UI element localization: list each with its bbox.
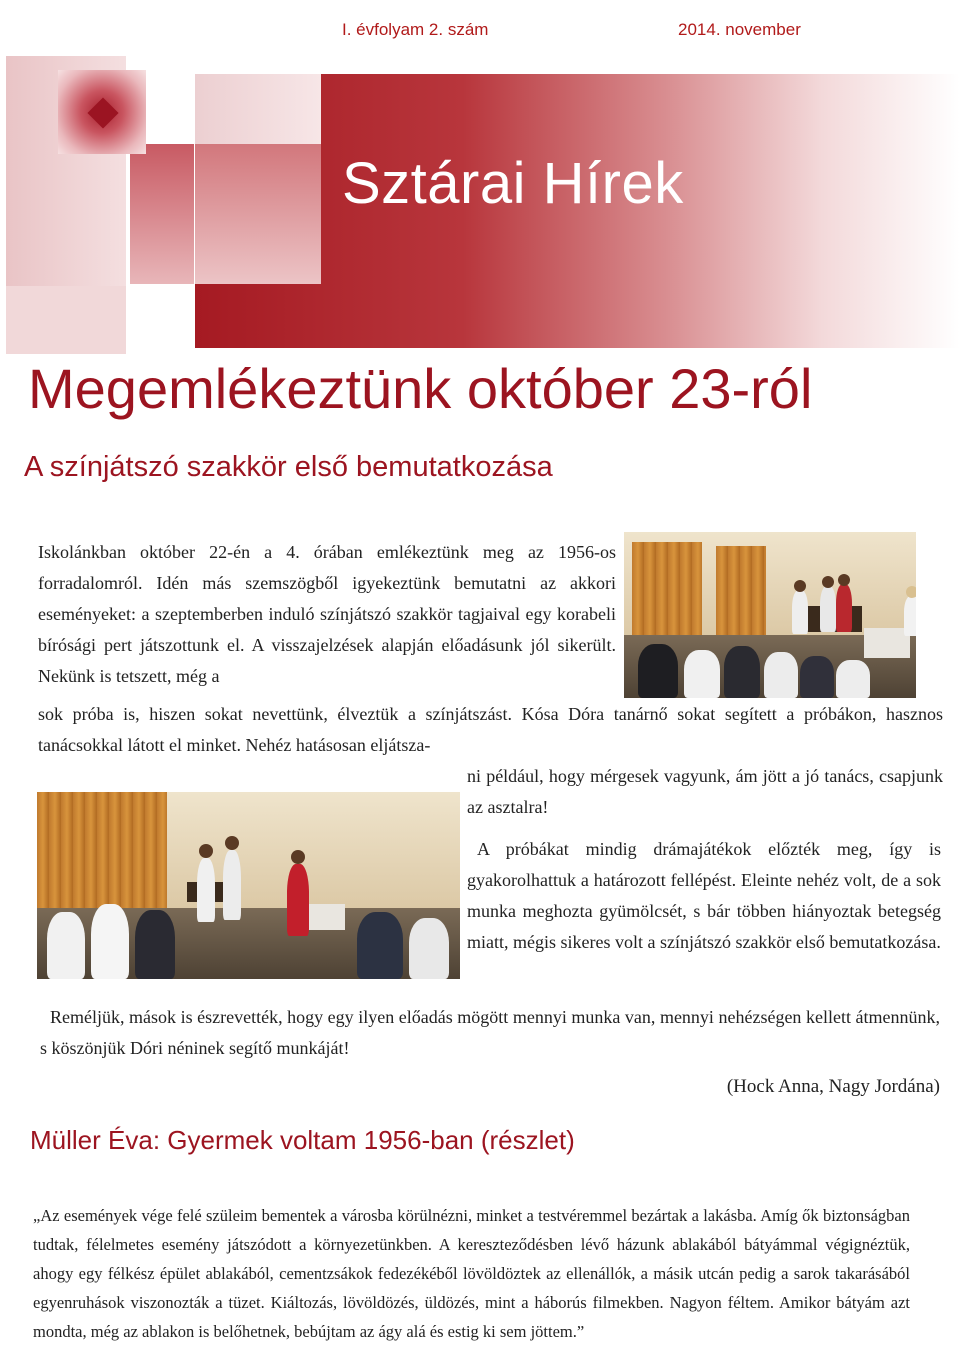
performance-photo-1 (624, 532, 916, 698)
decor-diamond-icon (58, 70, 146, 154)
article-heading: Megemlékeztünk október 23-ról (28, 357, 813, 420)
excerpt-heading: Müller Éva: Gyermek voltam 1956-ban (részlet) (30, 1125, 575, 1155)
decor-square-banner (195, 144, 321, 284)
article-authors: (Hock Anna, Nagy Jordána) (726, 1076, 940, 1097)
article-paragraph-1-end: ni például, hogy mérgesek vagyunk, ám jött a jó tanács, csapjunk az asztalra! (467, 766, 943, 817)
excerpt-text: „Az események vége felé szüleim bementek a városba körülnézni, minket a testvéremmel bezártak a lakásba. Amíg ők biztonságban tudtak, félelmetes esemény játszódott a környezetünkben. A kereszteződésben lévő házunk ablakából bátyámmal végignéztük, ahogy egy félkész épület ablakából, cementzsákok fedezékéből lövöldöztek az ellenállók, a másik utcán pedig a sarok takarásából egyenruhások viszonozták a tüzet. Kiáltozás, lövöldözés, üldözés, mint a háborús filmekben. Nagyon féltem. Amikor bátyám azt mondta, még az ablakon is belőhetnek, bebújtam az ágy alá és estig ki sem jöttem.” (33, 1205, 910, 1341)
article-paragraph-2: A próbákat mindig drámajátékok előzték meg, így is gyakorolhattuk a határozott fellépést. Eleinte nehéz volt, de a sok munka meghozta gyümölcsét, s bár többen hiányoztak betegség miatt, mégis sikeres volt a színjátszó szakkör első bemutatkozása. (467, 839, 941, 952)
issue-date: 2014. november (678, 20, 801, 39)
decor-square-top (195, 74, 321, 144)
newsletter-title: Sztárai Hírek (342, 151, 684, 216)
decor-square-mid (130, 144, 194, 284)
issue-number: I. évfolyam 2. szám (342, 20, 489, 39)
decor-square-bottom (6, 286, 126, 354)
article-subheading: A színjátszó szakkör első bemutatkozása (24, 451, 553, 483)
performance-photo-2 (37, 792, 460, 979)
article-paragraph-3: Reméljük, mások is észrevették, hogy egy ilyen előadás mögött mennyi munka van, mennyi nehézségen kellett átmennünk, s köszönjük Dóri néninek segítő munkáját! (40, 1007, 940, 1058)
article-paragraph-1-continued: sok próba is, hiszen sokat nevettünk, élveztük a színjátszást. Kósa Dóra tanárnő sokat segített a próbákon, hasznos tanácsokkal látott el minket. Nehéz hatásosan eljátsza- (38, 704, 943, 755)
article-paragraph-1: Iskolánkban október 22-én a 4. órában emlékeztünk meg az 1956-os forradalomról. Idén más szemszögből igyekeztünk bemutatni az akkori eseményeket: a szeptemberben induló színjátszó szakkör tagjaival egy korabeli bírósági pert játszottunk el. A visszajelzések alapján előadásunk jól sikerült. Nekünk is tetszett, még a (38, 542, 616, 686)
